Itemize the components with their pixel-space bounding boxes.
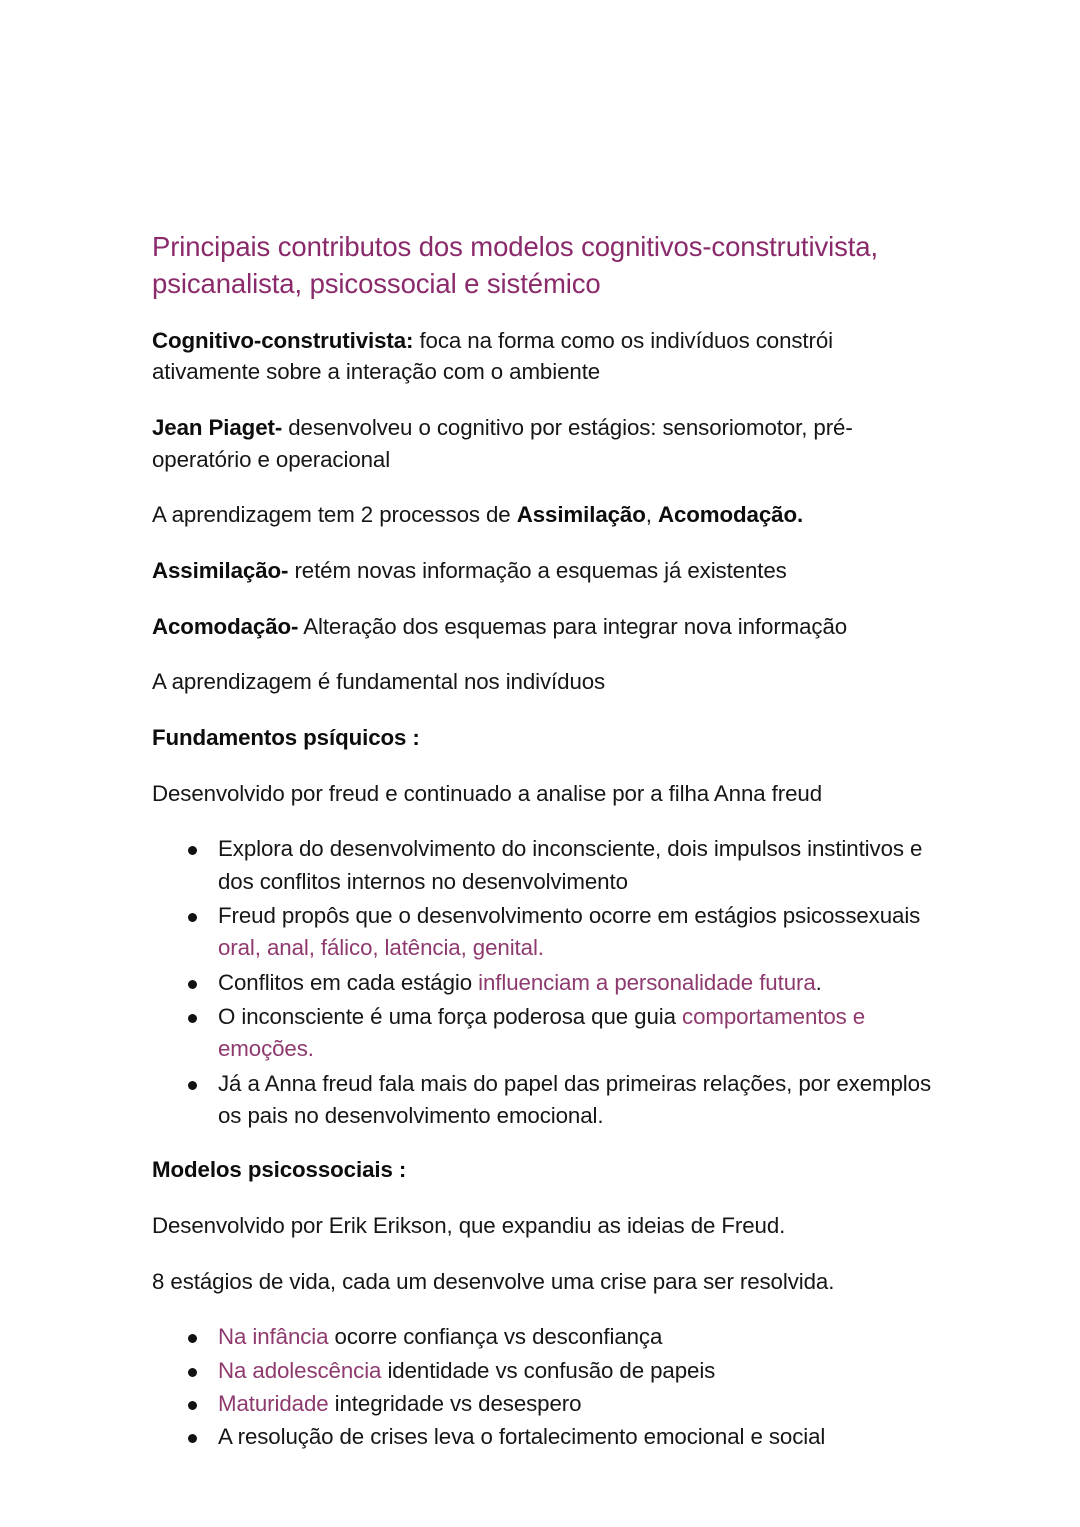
list-item-text-plain: integridade vs desespero xyxy=(328,1390,582,1416)
page-title: Principais contributos dos modelos cognitivos-construtivista, psicanalista, psicossocial e sistémico xyxy=(152,231,879,300)
paragraph-acomodacao-text: Alteração dos esquemas para integrar nova informação xyxy=(298,613,848,639)
paragraph-erikson-intro: Desenvolvido por Erik Erikson, que expandiu as ideias de Freud. xyxy=(152,1212,786,1238)
term-assimilacao: Assimilação- xyxy=(152,558,289,584)
list-item-text-highlight: comportamentos e emoções. xyxy=(218,1003,866,1062)
list-item xyxy=(152,1001,934,1066)
list-item-text-plain: A resolução de crises leva o fortalecimento emocional e social xyxy=(218,1424,826,1450)
paragraph-cognitivo-definicao xyxy=(152,325,934,388)
list-item xyxy=(152,1421,934,1453)
list-item-text-highlight: Maturidade xyxy=(218,1390,329,1416)
paragraph-dois-processos-separator: , xyxy=(645,502,658,528)
paragraph-acomodacao xyxy=(152,611,934,643)
list-item-text-plain-trailing: . xyxy=(815,969,822,995)
list-item-text-highlight: Na adolescência xyxy=(218,1357,382,1383)
list-item-text-plain: ocorre confiança vs desconfiança xyxy=(328,1324,663,1350)
term-jean-piaget: Jean Piaget- xyxy=(152,415,283,441)
list-item xyxy=(152,1321,934,1353)
paragraph-assimilacao-text: retém novas informação a esquemas já existentes xyxy=(288,558,787,584)
term-assimilacao-inline: Assimilação xyxy=(516,502,646,528)
list-item xyxy=(152,1068,934,1133)
list-item xyxy=(152,1355,934,1387)
document-body xyxy=(152,228,934,1476)
paragraph-freud-intro: Desenvolvido por freud e continuado a analise por a filha Anna freud xyxy=(152,780,823,806)
term-cognitivo-construtivista: Cognitivo-construtivista: xyxy=(152,327,414,353)
paragraph-dois-processos xyxy=(152,499,934,531)
bullet-list-fundamentos-psiquicos xyxy=(152,833,934,1132)
list-item-text-plain-leading: Freud propôs que o desenvolvimento ocorre em estágios psicossexuais xyxy=(218,903,921,928)
list-item-text-plain-leading: O inconsciente é uma força poderosa que guia xyxy=(218,1003,683,1029)
paragraph-jean-piaget-text: desenvolveu o cognitivo por estágios: sensoriomotor, pré-operatório e operacional xyxy=(152,415,853,472)
paragraph-cognitivo-definicao-text: foca na forma como os indivíduos constrói ativamente sobre a interação com o ambiente xyxy=(152,327,834,385)
section-heading-fundamentos-psiquicos-label: Fundamentos psíquicos : xyxy=(152,725,420,751)
section-heading-modelos-psicossociais-label: Modelos psicossociais : xyxy=(152,1157,407,1183)
list-item xyxy=(152,1388,934,1420)
list-item xyxy=(152,833,934,898)
list-item-text-plain-leading: Já a Anna freud fala mais do papel das primeiras relações, por exemplos os pais no desenvolvimento emocional. xyxy=(218,1070,931,1128)
list-item-text-highlight: influenciam a personalidade futura xyxy=(478,969,816,995)
list-item-text-plain-leading: Explora do desenvolvimento do inconsciente, dois impulsos instintivos e dos conflitos internos no desenvolvimento xyxy=(218,836,923,894)
term-acomodacao-inline: Acomodação. xyxy=(657,502,804,528)
list-item-text-plain-leading: Conflitos em cada estágio xyxy=(218,969,479,995)
paragraph-aprendizagem-fundamental: A aprendizagem é fundamental nos indivíduos xyxy=(152,669,606,695)
section-heading-modelos-psicossociais xyxy=(152,1154,934,1186)
list-item xyxy=(152,967,934,999)
paragraph-oito-estagios: 8 estágios de vida, cada um desenvolve uma crise para ser resolvida. xyxy=(152,1268,835,1294)
paragraph-assimilacao xyxy=(152,555,934,587)
list-item-text-highlight: oral, anal, fálico, latência, genital. xyxy=(218,935,544,961)
list-item xyxy=(152,900,934,965)
list-item-text-plain: identidade vs confusão de papeis xyxy=(381,1357,716,1383)
paragraph-dois-processos-prefix: A aprendizagem tem 2 processos de xyxy=(152,502,517,528)
section-heading-fundamentos-psiquicos xyxy=(152,722,934,754)
term-acomodacao: Acomodação- xyxy=(152,613,299,639)
list-item-text-highlight: Na infância xyxy=(218,1324,329,1350)
paragraph-jean-piaget xyxy=(152,412,934,475)
bullet-list-modelos-psicossociais xyxy=(152,1321,934,1453)
